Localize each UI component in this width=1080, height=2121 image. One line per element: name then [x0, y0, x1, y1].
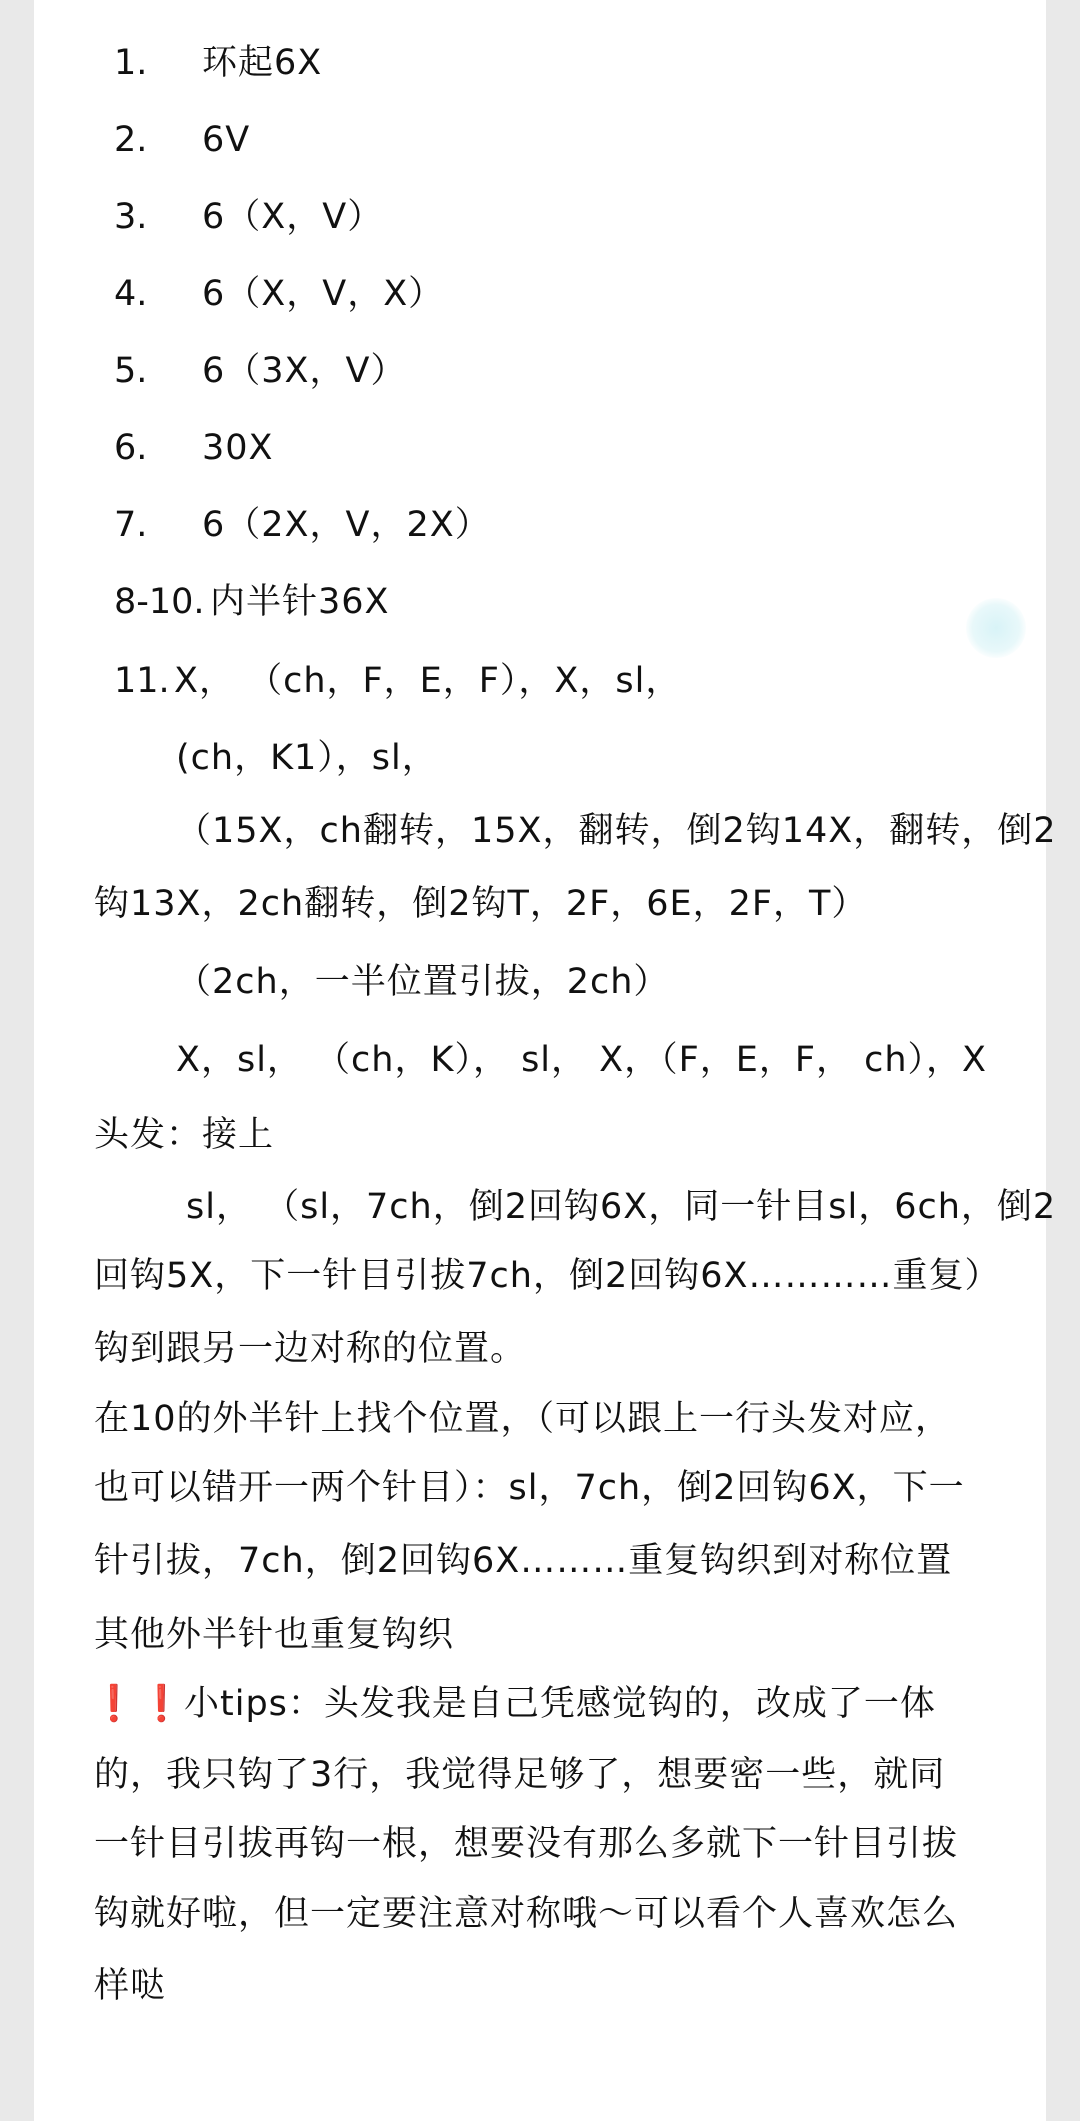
step-text: X， （ch，F，E，F），X，sl，	[174, 661, 682, 701]
step-number: 1.	[114, 43, 148, 83]
hair-line: 也可以错开一两个针目）：sl，7ch，倒2回钩6X，下一	[94, 1468, 965, 1508]
exclamation-icon: ❗❗	[92, 1684, 188, 1724]
step-text: 内半针36X	[210, 582, 390, 622]
step-text: 6V	[202, 120, 251, 160]
step-number: 7.	[114, 505, 148, 545]
hair-title: 头发：接上	[94, 1115, 275, 1155]
row11-line: （2ch，一半位置引拔，2ch）	[176, 962, 670, 1002]
hair-line: sl， （sl，7ch，倒2回钩6X，同一针目sl，6ch，倒2	[186, 1187, 1057, 1227]
step-number: 2.	[114, 120, 148, 160]
hair-line: 钩到跟另一边对称的位置。	[94, 1329, 527, 1369]
row11-line: X，sl， （ch，K）， sl， X，（F，E，F， ch），X	[176, 1040, 988, 1080]
tips-line: 的，我只钩了3行，我觉得足够了，想要密一些，就同	[94, 1755, 946, 1795]
hair-line: 其他外半针也重复钩织	[94, 1615, 455, 1655]
hair-line: 针引拔，7ch，倒2回钩6X………重复钩织到对称位置	[94, 1541, 953, 1581]
row11-line: 钩13X，2ch翻转，倒2钩T，2F，6E，2F，T）	[94, 884, 868, 924]
step-number: 6.	[114, 428, 148, 468]
hair-line: 在10的外半针上找个位置，（可以跟上一行头发对应，	[94, 1399, 952, 1439]
step-number: 8-10.	[114, 582, 205, 622]
step-number: 5.	[114, 351, 148, 391]
note-page	[34, 0, 1057, 2121]
step-text: 30X	[202, 428, 274, 468]
row11-line: (ch，K1），sl，	[176, 738, 438, 778]
decorative-dot	[966, 598, 1026, 658]
tips-line: 小tips：头发我是自己凭感觉钩的，改成了一体	[184, 1684, 936, 1724]
row11-line: （15X，ch翻转，15X，翻转，倒2钩14X，翻转，倒2	[176, 811, 1057, 851]
step-text: 6（3X，V）	[202, 351, 407, 391]
step-number: 3.	[114, 197, 148, 237]
step-text: 6（X，V，X）	[202, 274, 445, 314]
step-text: 环起6X	[202, 43, 323, 83]
step-number: 4.	[114, 274, 148, 314]
hair-line: 回钩5X，下一针目引拔7ch，倒2回钩6X…………重复）	[94, 1256, 1001, 1296]
tips-line: 钩就好啦，但一定要注意对称哦～可以看个人喜欢怎么	[94, 1894, 959, 1934]
step-text: 6（2X，V，2X）	[202, 505, 491, 545]
tips-line: 样哒	[94, 1966, 167, 2006]
tips-line: 一针目引拔再钩一根，想要没有那么多就下一针目引拔	[94, 1824, 959, 1864]
step-number: 11.	[114, 661, 170, 701]
step-text: 6（X，V）	[202, 197, 384, 237]
